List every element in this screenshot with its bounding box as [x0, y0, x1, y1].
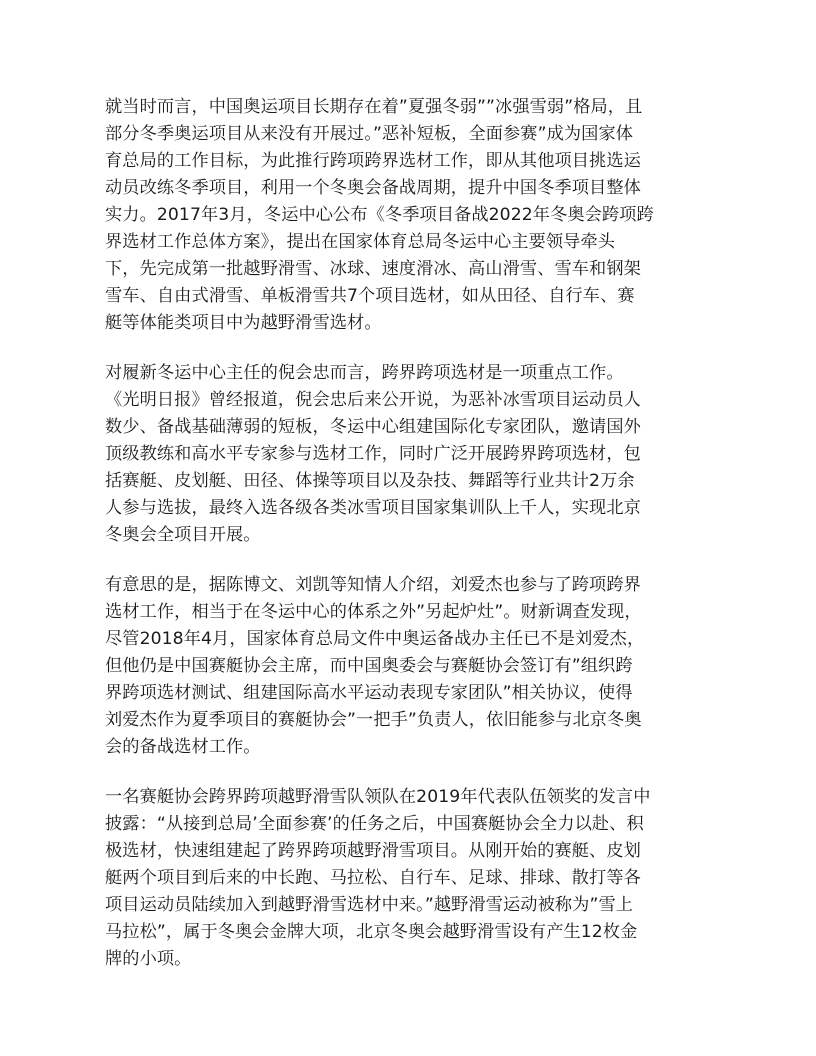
- text-line: 界跨项选材测试、组建国际高水平运动表现专家团队”相关协议，使得: [105, 683, 633, 703]
- text-line: 雪车、自由式滑雪、单板滑雪共7个项目选材，如从田径、自行车、赛: [105, 286, 635, 306]
- text-line: 极选材，快速组建起了跨界跨项越野滑雪项目。从刚开始的赛艇、皮划: [105, 841, 641, 861]
- text-line: 选材工作，相当于在冬运中心的体系之外”另起炉灶”。财新调查发现，: [105, 602, 642, 622]
- paragraph-4: [105, 784, 717, 973]
- text-line: 尽管2018年4月，国家体育总局文件中奥运备战办主任已不是刘爱杰，: [105, 629, 645, 649]
- text-line: 牌的小项。: [105, 949, 192, 969]
- text-line: 部分冬季奥运项目从来没有开展过。”恶补短板，全面参赛”成为国家体: [105, 124, 634, 144]
- text-line: 艇等体能类项目中为越野滑雪选材。: [105, 313, 382, 333]
- text-line: 一名赛艇协会跨界跨项越野滑雪队领队在2019年代表队伍领奖的发言中: [105, 787, 651, 807]
- document-body: [105, 94, 717, 996]
- paragraph-2: [105, 360, 717, 549]
- text-line: 会的备战选材工作。: [105, 737, 261, 757]
- text-line: 《光明日报》曾经报道，倪会忠后来公开说，为恶补冰雪项目运动员人: [105, 390, 641, 410]
- text-line: 马拉松”，属于冬奥会金牌大项，北京冬奥会越野滑雪设有产生12枚金: [105, 922, 638, 942]
- text-line: 实力。2017年3月，冬运中心公布《冬季项目备战2022年冬奥会跨项跨: [105, 205, 654, 225]
- paragraph-1: [105, 94, 717, 337]
- text-line: 披露：“从接到总局’全面参赛’的任务之后，中国赛艇协会全力以赴、积: [105, 814, 644, 834]
- text-line: 顶级教练和高水平专家参与选材工作，同时广泛开展跨界跨项选材，包: [105, 444, 641, 464]
- text-line: 冬奥会全项目开展。: [105, 525, 261, 545]
- text-line: 但他仍是中国赛艇协会主席，而中国奥委会与赛艇协会签订有”组织跨: [105, 656, 633, 676]
- text-line: 就当时而言，中国奥运项目长期存在着”夏强冬弱””冰强雪弱”格局，且: [105, 97, 643, 117]
- text-line: 项目运动员陆续加入到越野滑雪选材中来。”越野滑雪运动被称为”雪上: [105, 895, 634, 915]
- text-line: 数少、备战基础薄弱的短板，冬运中心组建国际化专家团队，邀请国外: [105, 417, 641, 437]
- text-line: 艇两个项目到后来的中长跑、马拉松、自行车、足球、排球、散打等各: [105, 868, 641, 888]
- text-line: 对履新冬运中心主任的倪会忠而言，跨界跨项选材是一项重点工作。: [105, 363, 624, 383]
- text-line: 刘爱杰作为夏季项目的赛艇协会”一把手”负责人，依旧能参与北京冬奥: [105, 710, 642, 730]
- text-line: 育总局的工作目标，为此推行跨项跨界选材工作，即从其他项目挑选运: [105, 151, 641, 171]
- paragraph-3: [105, 572, 717, 761]
- text-line: 动员改练冬季项目，利用一个冬奥会备战周期，提升中国冬季项目整体: [105, 178, 641, 198]
- text-line: 人参与选拔，最终入选各级各类冰雪项目国家集训队上千人，实现北京: [105, 498, 641, 518]
- text-line: 下，先完成第一批越野滑雪、冰球、速度滑冰、高山滑雪、雪车和钢架: [105, 259, 641, 279]
- text-line: 括赛艇、皮划艇、田径、体操等项目以及杂技、舞蹈等行业共计2万余: [105, 471, 635, 491]
- text-line: 界选材工作总体方案》，提出在国家体育总局冬运中心主要领导牵头: [105, 232, 616, 252]
- text-line: 有意思的是，据陈博文、刘凯等知情人介绍，刘爱杰也参与了跨项跨界: [105, 575, 641, 595]
